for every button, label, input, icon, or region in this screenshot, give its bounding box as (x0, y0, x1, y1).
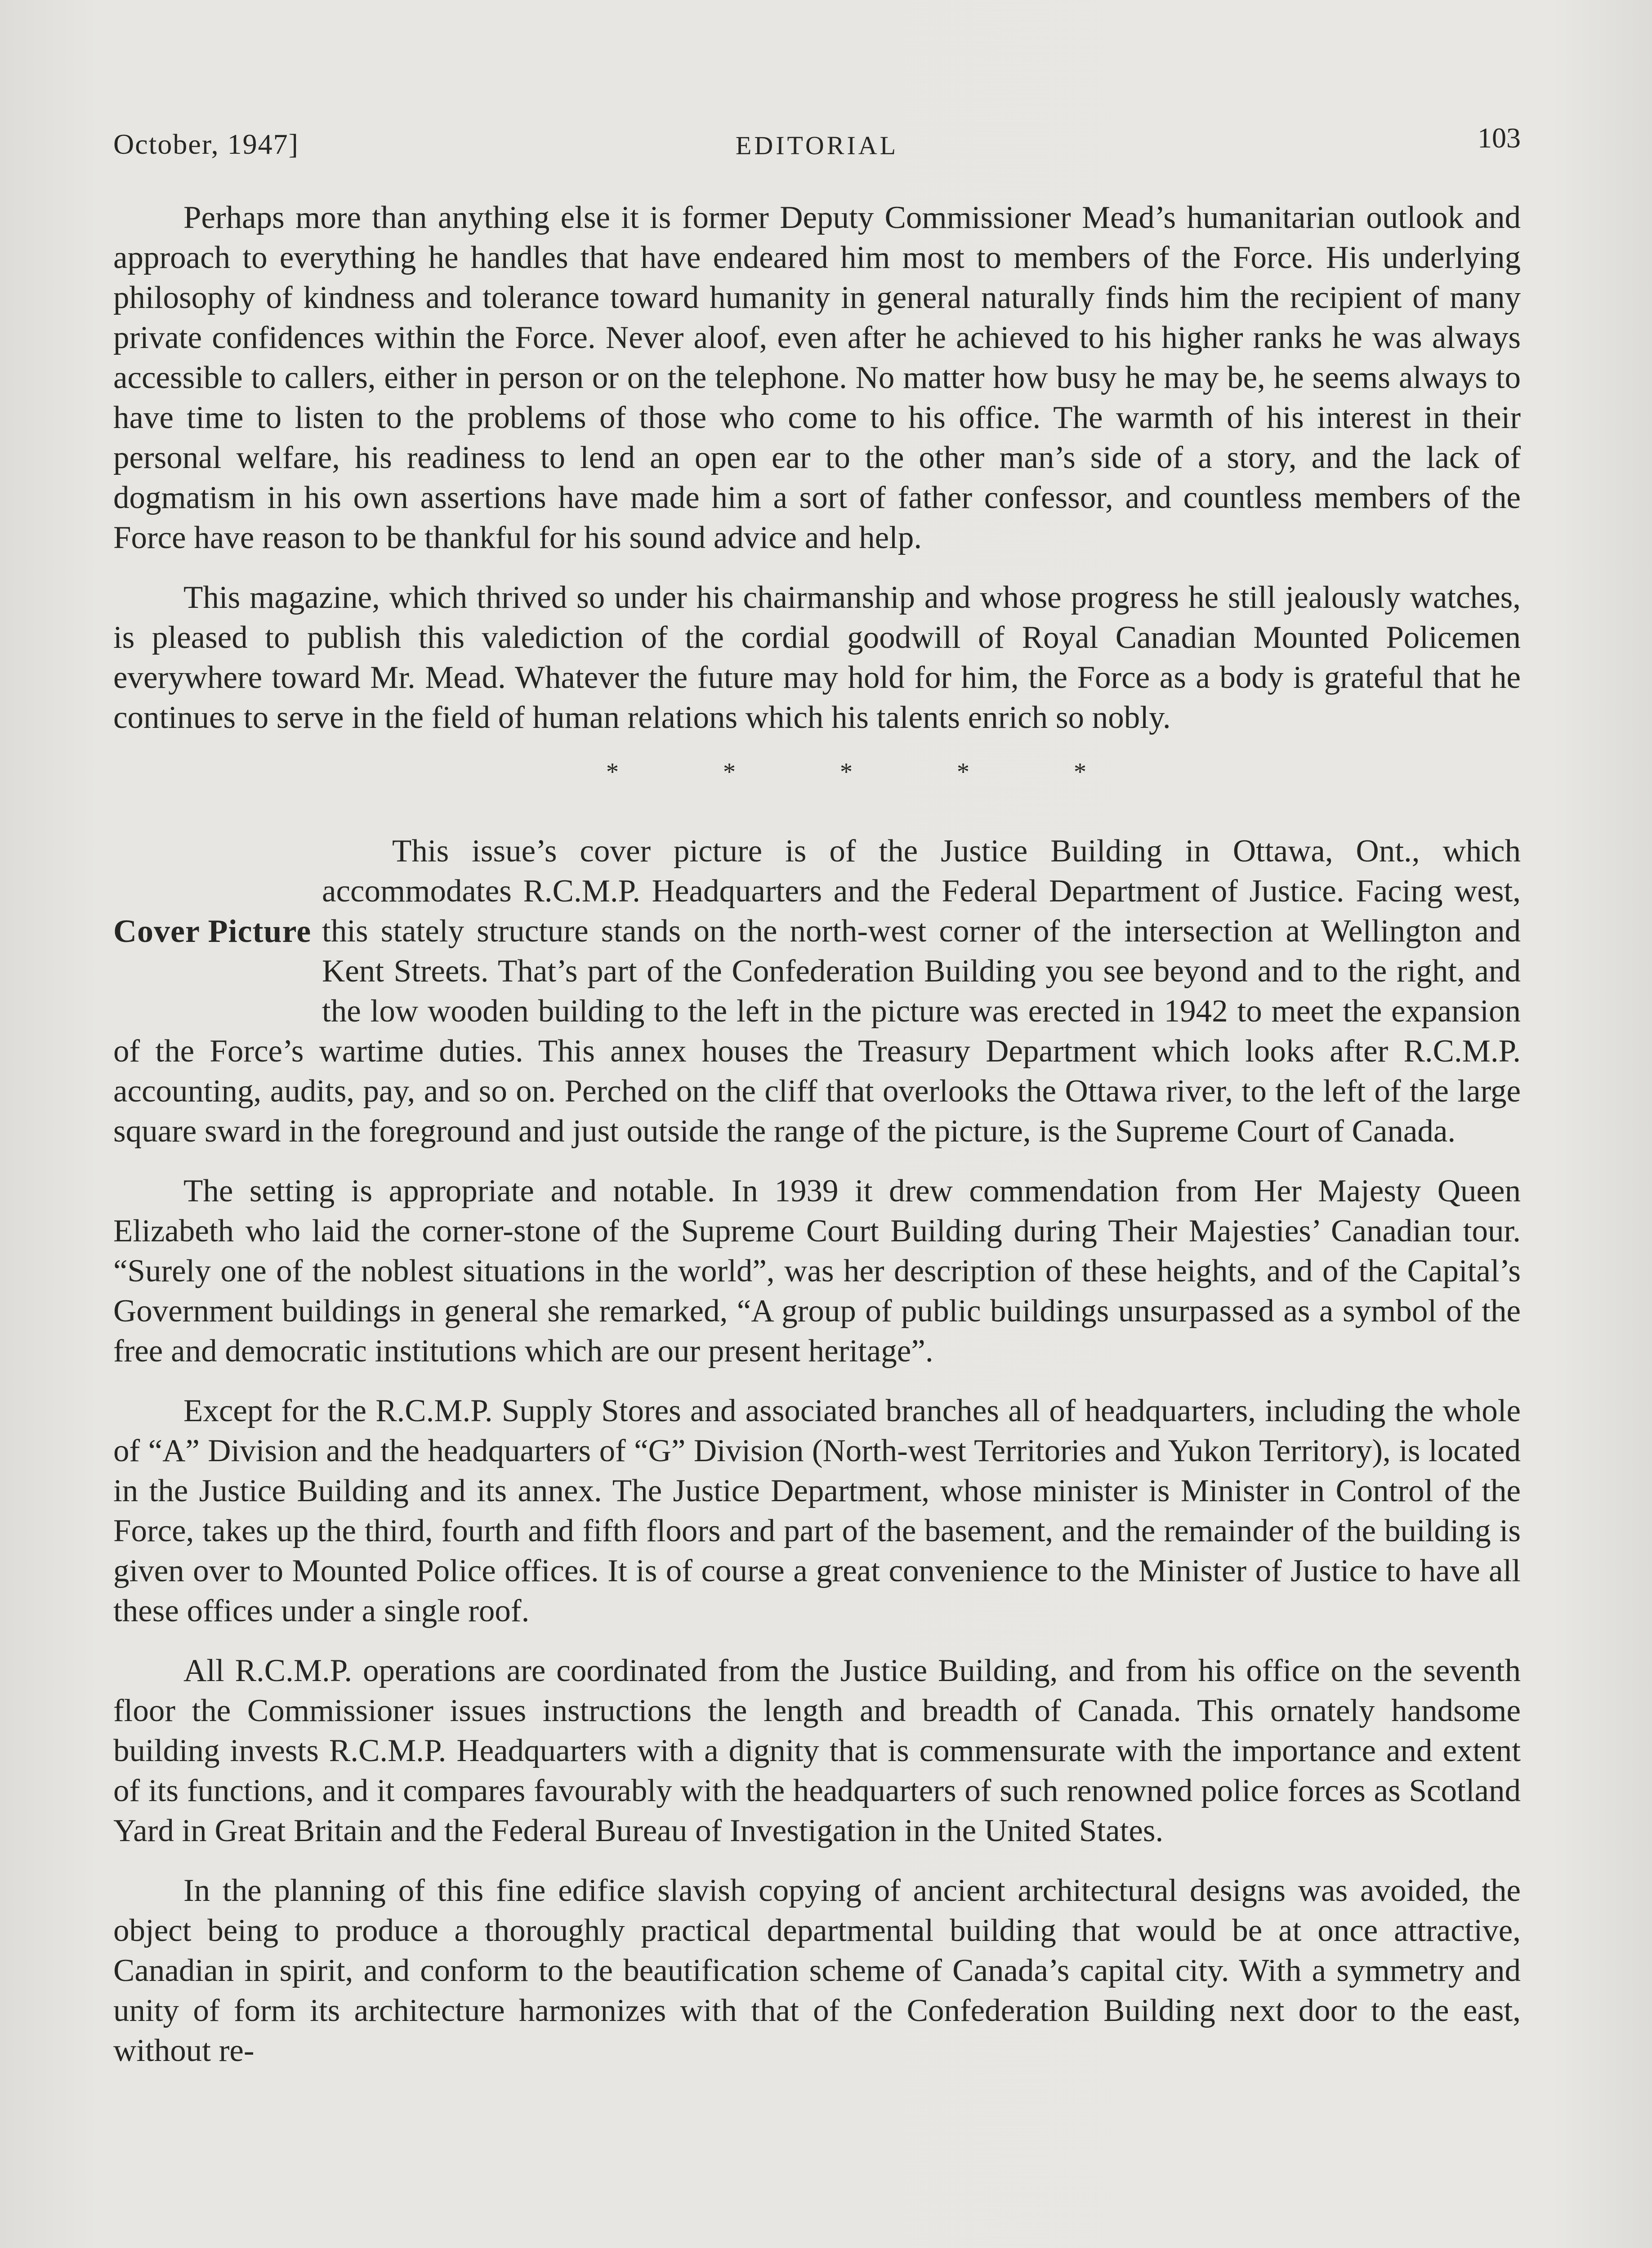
separator-asterisk: * (957, 758, 969, 786)
separator-asterisk: * (723, 758, 736, 786)
sidehead-label: Cover Picture (113, 913, 312, 949)
separator-asterisk: * (606, 758, 619, 786)
separator-asterisk: * (840, 758, 853, 786)
paragraph: In the planning of this fine edifice slavish copying of ancient architectural designs was avoided, the object being to produce a thoroughly practical departmental building that would be at once attractive, Canadian in spirit, and conform to the beautification scheme of Canada’s capital city. With a symmetry and unity of form its architecture harmonizes with that of the Confederation Building next door to the east, without re- (113, 1873, 1521, 2068)
paragraph: All R.C.M.P. operations are coordinated from the Justice Building, and from his office on the seventh floor the Commissioner issues instructions the length and breadth of Canada. This ornately handsome building invests R.C.M.P. Headquarters with a dignity that is commensurate with the importance and extent of its functions, and it compares favourably with the headquarters of such renowned police forces as Scotland Yard in Great Britain and the Federal Bureau of Investigation in the United States. (113, 1653, 1521, 1848)
cover-picture-sidehead (43, 871, 322, 992)
page-number: 103 (1478, 122, 1521, 154)
paragraph: The setting is appropriate and notable. In 1939 it drew commendation from Her Majesty Queen Elizabeth who laid the corner-stone of the Supreme Court Building during Their Majesties’ Canadian tour. “Surely one of the noblest situations in the world”, was her description of these heights, and of the Capital’s Government buildings in general she remarked, “A group of public buildings unsurpassed as a symbol of the free and democratic institutions which are our present heritage”. (113, 1173, 1521, 1369)
article-body (113, 198, 1521, 2091)
section-separator (113, 758, 1521, 786)
cover-picture-paragraph (113, 831, 1521, 1151)
issue-date: October, 1947] (113, 128, 299, 160)
cover-picture-text: This issue’s cover picture is of the Justice Building in Ottawa, Ont., which accommodates R.C.M.P. Headquarters and the Federal Department of Justice. Facing west, this stately structure stands on the north-west corner of the intersection at Wellington and Kent Streets. That’s part of the Confederation Building you see beyond and to the right, and the low wooden building to the left in the picture was erected in 1942 to meet the expansion of the Force’s wartime duties. This annex houses the Treasury Department which looks after R.C.M.P. accounting, audits, pay, and so on. Perched on the cliff that overlooks the Ottawa river, to the left of the large square sward in the foreground and just outside the range of the picture, is the Supreme Court of Canada. (113, 834, 1521, 1149)
paragraph: This magazine, which thrived so under his chairmanship and whose progress he still jealously watches, is pleased to publish this valediction of the cordial goodwill of Royal Canadian Mounted Policemen everywhere toward Mr. Mead. Whatever the future may hold for him, the Force as a body is grateful that he continues to serve in the field of human relations which his talents enrich so nobly. (113, 580, 1521, 735)
paragraph: Except for the R.C.M.P. Supply Stores and associated branches all of headquarters, including the whole of “A” Division and the headquarters of “G” Division (North-west Territories and Yukon Territory), is located in the Justice Building and its annex. The Justice Department, whose minister is Minister in Control of the Force, takes up the third, fourth and fifth floors and part of the basement, and the remainder of the building is given over to Mounted Police offices. It is of course a great convenience to the Minister of Justice to have all these offices under a single roof. (113, 1393, 1521, 1628)
paragraph: Perhaps more than anything else it is former Deputy Commissioner Mead’s humanitarian outlook and approach to everything he handles that have endeared him most to members of the Force. His underlying philosophy of kindness and tolerance toward humanity in general naturally finds him the recipient of many private confidences within the Force. Never aloof, even after he achieved to his higher ranks he was always accessible to callers, either in person or on the telephone. No matter how busy he may be, he seems always to have time to listen to the problems of those who come to his office. The warmth of his interest in their personal welfare, his readiness to lend an open ear to the other man’s side of a story, and the lack of dogmatism in his own assertions have made him a sort of father confessor, and countless members of the Force have reason to be thankful for his sound advice and help. (113, 200, 1521, 555)
section-title: EDITORIAL (735, 131, 899, 160)
separator-asterisk: * (1074, 758, 1086, 786)
running-header (113, 121, 1521, 162)
